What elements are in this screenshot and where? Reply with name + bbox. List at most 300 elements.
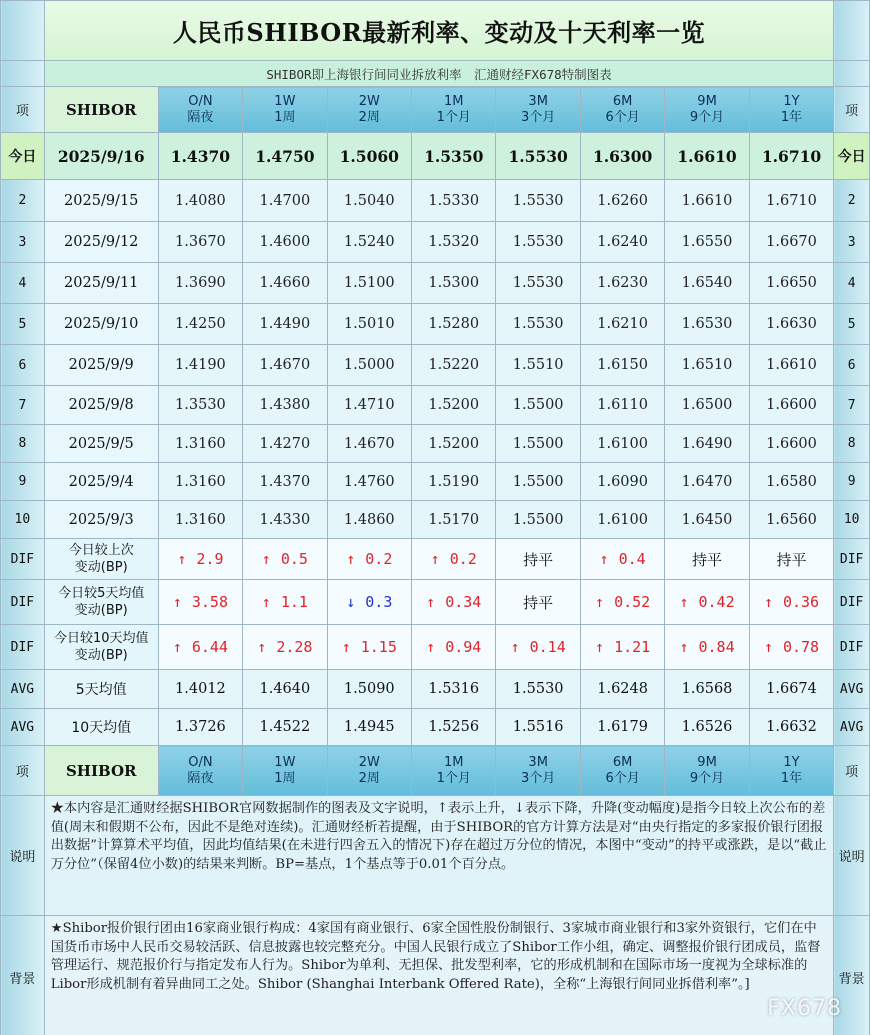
row-number: 3 <box>834 222 870 263</box>
history-rate: 1.4760 <box>327 463 411 501</box>
row-number: 4 <box>834 263 870 304</box>
dif-side-left: DIF <box>1 539 45 580</box>
history-rate: 1.3160 <box>158 425 242 463</box>
dif-number: 0.84 <box>698 638 735 656</box>
dif-value <box>158 580 242 625</box>
row-number: 5 <box>834 304 870 345</box>
arrow-up-icon: ↑ <box>426 593 436 611</box>
history-rate: 1.6540 <box>665 263 749 304</box>
avg-value: 1.6674 <box>749 670 834 709</box>
term-code: 1Y <box>783 93 800 109</box>
avg-value: 1.6526 <box>665 709 749 746</box>
history-rate: 1.5220 <box>412 345 496 386</box>
dif-label-line2: 变动(BP) <box>74 560 128 575</box>
history-rate: 1.6560 <box>749 501 834 539</box>
history-date: 2025/9/3 <box>44 501 158 539</box>
history-date: 2025/9/8 <box>44 386 158 425</box>
avg-value: 1.5516 <box>496 709 580 746</box>
term-cn: 1个月 <box>436 770 471 786</box>
term-header <box>665 746 749 796</box>
history-row <box>1 304 870 345</box>
history-rate: 1.6710 <box>749 180 834 222</box>
dif-number: 持平 <box>692 550 723 569</box>
history-rate: 1.4670 <box>243 345 327 386</box>
note-row <box>1 796 870 916</box>
today-rate: 1.5060 <box>327 133 411 180</box>
history-rate: 1.6450 <box>665 501 749 539</box>
row-number: 5 <box>1 304 45 345</box>
dif-number: 0.42 <box>698 593 735 611</box>
dif-number: 1.15 <box>360 638 397 656</box>
history-rate: 1.5330 <box>412 180 496 222</box>
avg-side-left: AVG <box>1 670 45 709</box>
term-cn: 1年 <box>780 109 803 125</box>
avg-value: 1.5090 <box>327 670 411 709</box>
history-rate: 1.5100 <box>327 263 411 304</box>
dif-value <box>412 580 496 625</box>
dif-row <box>1 580 870 625</box>
dif-number: 0.14 <box>529 638 566 656</box>
history-date: 2025/9/4 <box>44 463 158 501</box>
term-header <box>496 746 580 796</box>
avg-label: 10天均值 <box>44 709 158 746</box>
history-rate: 1.6260 <box>580 180 664 222</box>
today-rate: 1.6610 <box>665 133 749 180</box>
history-row <box>1 386 870 425</box>
term-code: 6M <box>612 754 633 770</box>
header-row-top <box>1 87 870 133</box>
avg-row <box>1 709 870 746</box>
today-rate: 1.5350 <box>412 133 496 180</box>
dif-number: 6.44 <box>191 638 228 656</box>
term-code: 1M <box>443 754 464 770</box>
avg-value: 1.5316 <box>412 670 496 709</box>
history-rate: 1.4660 <box>243 263 327 304</box>
header-side-left: 项 <box>1 87 45 133</box>
history-rate: 1.4080 <box>158 180 242 222</box>
dif-value <box>412 539 496 580</box>
row-number: 8 <box>1 425 45 463</box>
arrow-up-icon: ↑ <box>599 550 609 568</box>
term-cn: 3个月 <box>521 109 556 125</box>
dif-side-right: DIF <box>834 580 870 625</box>
history-rate: 1.5190 <box>412 463 496 501</box>
avg-side-left: AVG <box>1 709 45 746</box>
term-header <box>158 87 242 133</box>
term-header <box>327 746 411 796</box>
term-code: O/N <box>188 754 213 770</box>
history-rate: 1.4710 <box>327 386 411 425</box>
term-code: 1Y <box>783 754 800 770</box>
header-side-left: 项 <box>1 746 45 796</box>
background-side-right: 背景 <box>834 916 870 1035</box>
history-rate: 1.3160 <box>158 501 242 539</box>
avg-value: 1.5256 <box>412 709 496 746</box>
dif-side-right: DIF <box>834 625 870 670</box>
avg-value: 1.6248 <box>580 670 664 709</box>
history-rate: 1.5530 <box>496 222 580 263</box>
history-rate: 1.4370 <box>243 463 327 501</box>
background-side-left: 背景 <box>1 916 45 1035</box>
page-subtitle: SHIBOR即上海银行间同业拆放利率 汇通财经FX678特制图表 <box>266 67 612 82</box>
term-cn: 2周 <box>358 770 380 786</box>
shibor-header: SHIBOR <box>44 746 158 796</box>
dif-number: 0.5 <box>280 550 308 568</box>
history-row <box>1 345 870 386</box>
dif-label-line2: 变动(BP) <box>74 648 128 663</box>
dif-value <box>580 539 664 580</box>
dif-side-right: DIF <box>834 539 870 580</box>
row-number: 8 <box>834 425 870 463</box>
term-code: O/N <box>188 93 213 109</box>
history-rate: 1.4330 <box>243 501 327 539</box>
avg-rows <box>1 670 870 746</box>
dif-side-left: DIF <box>1 580 45 625</box>
history-row <box>1 180 870 222</box>
dif-number: 持平 <box>523 593 554 612</box>
history-rate: 1.5200 <box>412 425 496 463</box>
term-code: 1W <box>274 93 296 109</box>
term-code: 3M <box>528 754 548 770</box>
arrow-up-icon: ↑ <box>430 550 440 568</box>
history-rate: 1.5320 <box>412 222 496 263</box>
history-rate: 1.6550 <box>665 222 749 263</box>
dif-number: 0.3 <box>365 593 393 611</box>
history-rate: 1.6230 <box>580 263 664 304</box>
dif-number: 持平 <box>523 550 554 569</box>
dif-value <box>327 580 411 625</box>
term-code: 1M <box>443 93 464 109</box>
history-rate: 1.5500 <box>496 463 580 501</box>
history-rate: 1.3690 <box>158 263 242 304</box>
dif-number: 0.52 <box>614 593 651 611</box>
dif-value <box>158 539 242 580</box>
history-rate: 1.6610 <box>749 345 834 386</box>
row-number: 4 <box>1 263 45 304</box>
term-header <box>665 87 749 133</box>
history-rate: 1.6110 <box>580 386 664 425</box>
term-code: 2W <box>358 754 380 770</box>
arrow-up-icon: ↑ <box>679 638 689 656</box>
arrow-up-icon: ↑ <box>341 638 351 656</box>
history-rate: 1.4270 <box>243 425 327 463</box>
history-date: 2025/9/12 <box>44 222 158 263</box>
term-cn: 1周 <box>274 770 296 786</box>
row-number: 2 <box>834 180 870 222</box>
arrow-down-icon: ↓ <box>346 593 356 611</box>
arrow-up-icon: ↑ <box>763 638 773 656</box>
today-rate: 1.4750 <box>243 133 327 180</box>
history-rate: 1.5530 <box>496 304 580 345</box>
arrow-up-icon: ↑ <box>679 593 689 611</box>
dif-number: 0.2 <box>365 550 393 568</box>
history-rate: 1.5530 <box>496 180 580 222</box>
background-text: ★Shibor报价银行团由16家商业银行构成：4家国有商业银行、6家全国性股份制银行、3家城市商业银行和3家外资银行，它们在中国货币市场中人民币交易较活跃、信息披露也较完整充分。中国人民银行成立了Shibor工作小组，确定、调整报价银行团成员，监督管理运行、规范报价行与指定发布人行为。Shibor为单利、无担保、批发型利率，它的形成机制和在国际市场一度视为全球标准的Libor形成机制有着异曲同工之处。Shibor (Shanghai Interbank Offered Rate)，全称“上海银行间同业拆借利率”。] <box>44 916 834 1035</box>
term-cn: 1周 <box>274 109 296 125</box>
avg-value: 1.6632 <box>749 709 834 746</box>
history-date: 2025/9/10 <box>44 304 158 345</box>
term-header <box>749 746 834 796</box>
row-number: 7 <box>1 386 45 425</box>
today-row <box>1 133 870 180</box>
avg-value: 1.4945 <box>327 709 411 746</box>
history-rate: 1.5300 <box>412 263 496 304</box>
avg-value: 1.3726 <box>158 709 242 746</box>
history-rate: 1.4700 <box>243 180 327 222</box>
dif-number: 1.21 <box>614 638 651 656</box>
arrow-up-icon: ↑ <box>346 550 356 568</box>
avg-value: 1.5530 <box>496 670 580 709</box>
term-code: 2W <box>358 93 380 109</box>
dif-number: 2.28 <box>276 638 313 656</box>
term-header <box>158 746 242 796</box>
dif-value <box>243 625 327 670</box>
history-rate: 1.5010 <box>327 304 411 345</box>
history-rate: 1.5510 <box>496 345 580 386</box>
term-cn: 1年 <box>780 770 803 786</box>
term-header <box>749 87 834 133</box>
term-cn: 3个月 <box>521 770 556 786</box>
dif-value <box>749 580 834 625</box>
title-cell <box>44 1 834 61</box>
term-header <box>412 87 496 133</box>
dif-label-line1: 今日较上次 <box>68 543 134 558</box>
term-code: 3M <box>528 93 548 109</box>
term-header <box>580 746 664 796</box>
dif-value <box>243 539 327 580</box>
history-rows <box>1 180 870 539</box>
term-cn: 隔夜 <box>187 770 214 786</box>
term-cn: 6个月 <box>605 109 640 125</box>
dif-label-line2: 变动(BP) <box>74 603 128 618</box>
today-rate: 1.5530 <box>496 133 580 180</box>
term-header <box>580 87 664 133</box>
page-title: 人民币SHIBOR最新利率、变动及十天利率一览 <box>172 18 706 47</box>
corner-left <box>1 61 45 87</box>
arrow-up-icon: ↑ <box>595 593 605 611</box>
history-rate: 1.6610 <box>665 180 749 222</box>
background-row <box>1 916 870 1035</box>
history-rate: 1.5500 <box>496 386 580 425</box>
term-code: 6M <box>612 93 633 109</box>
history-row <box>1 501 870 539</box>
dif-side-left: DIF <box>1 625 45 670</box>
history-rate: 1.6490 <box>665 425 749 463</box>
history-rate: 1.3530 <box>158 386 242 425</box>
today-rate: 1.6710 <box>749 133 834 180</box>
avg-row <box>1 670 870 709</box>
dif-value <box>243 580 327 625</box>
history-row <box>1 263 870 304</box>
avg-label: 5天均值 <box>44 670 158 709</box>
note-side-left: 说明 <box>1 796 45 916</box>
avg-value: 1.4522 <box>243 709 327 746</box>
arrow-up-icon: ↑ <box>177 550 187 568</box>
history-rate: 1.5500 <box>496 425 580 463</box>
term-cn: 9个月 <box>689 109 725 125</box>
row-number: 10 <box>1 501 45 539</box>
term-header <box>243 87 327 133</box>
row-number: 6 <box>834 345 870 386</box>
history-rate: 1.5500 <box>496 501 580 539</box>
dif-value <box>665 539 749 580</box>
dif-number: 0.78 <box>782 638 820 656</box>
history-rate: 1.4860 <box>327 501 411 539</box>
term-code: 9M <box>697 754 717 770</box>
dif-row <box>1 539 870 580</box>
today-side-right: 今日 <box>834 133 870 180</box>
watermark-logo: FX678 <box>767 996 842 1021</box>
history-rate: 1.5280 <box>412 304 496 345</box>
avg-side-right: AVG <box>834 709 870 746</box>
term-cn: 1个月 <box>436 109 471 125</box>
history-rate: 1.4670 <box>327 425 411 463</box>
row-number: 7 <box>834 386 870 425</box>
history-rate: 1.4190 <box>158 345 242 386</box>
history-rate: 1.6100 <box>580 425 664 463</box>
dif-value <box>665 580 749 625</box>
subtitle-row <box>1 61 870 87</box>
dif-number: 2.9 <box>196 550 224 568</box>
dif-label-line1: 今日较5天均值 <box>58 586 145 601</box>
subtitle-cell <box>44 61 834 87</box>
term-cn: 9个月 <box>689 770 725 786</box>
note-side-right: 说明 <box>834 796 870 916</box>
history-rate: 1.6630 <box>749 304 834 345</box>
term-header <box>496 87 580 133</box>
history-rate: 1.6090 <box>580 463 664 501</box>
term-cn: 6个月 <box>605 770 640 786</box>
row-number: 6 <box>1 345 45 386</box>
avg-value: 1.6179 <box>580 709 664 746</box>
corner-left <box>1 1 45 61</box>
history-date: 2025/9/9 <box>44 345 158 386</box>
history-rate: 1.3670 <box>158 222 242 263</box>
arrow-up-icon: ↑ <box>595 638 605 656</box>
dif-value <box>327 625 411 670</box>
history-rate: 1.6650 <box>749 263 834 304</box>
history-rate: 1.4380 <box>243 386 327 425</box>
dif-row <box>1 625 870 670</box>
dif-label <box>44 580 158 625</box>
dif-value <box>580 580 664 625</box>
dif-number: 0.94 <box>445 638 482 656</box>
history-rate: 1.6600 <box>749 425 834 463</box>
dif-value <box>496 539 580 580</box>
history-date: 2025/9/15 <box>44 180 158 222</box>
history-rate: 1.6510 <box>665 345 749 386</box>
dif-value <box>496 580 580 625</box>
dif-value <box>158 625 242 670</box>
term-code: 1W <box>274 754 296 770</box>
row-number: 10 <box>834 501 870 539</box>
dif-number: 3.58 <box>191 593 228 611</box>
title-row <box>1 1 870 61</box>
arrow-up-icon: ↑ <box>510 638 520 656</box>
arrow-up-icon: ↑ <box>172 593 182 611</box>
dif-value <box>496 625 580 670</box>
dif-value <box>327 539 411 580</box>
today-rate: 1.6300 <box>580 133 664 180</box>
today-date: 2025/9/16 <box>44 133 158 180</box>
dif-label <box>44 625 158 670</box>
avg-value: 1.6568 <box>665 670 749 709</box>
arrow-up-icon: ↑ <box>172 638 182 656</box>
history-rate: 1.6670 <box>749 222 834 263</box>
arrow-up-icon: ↑ <box>763 593 773 611</box>
dif-number: 持平 <box>776 550 807 569</box>
history-rate: 1.5040 <box>327 180 411 222</box>
history-rate: 1.5000 <box>327 345 411 386</box>
dif-rows <box>1 539 870 670</box>
dif-number: 0.4 <box>618 550 646 568</box>
row-number: 3 <box>1 222 45 263</box>
avg-value: 1.4640 <box>243 670 327 709</box>
header-side-right: 项 <box>834 87 870 133</box>
row-number: 9 <box>1 463 45 501</box>
avg-value: 1.4012 <box>158 670 242 709</box>
arrow-up-icon: ↑ <box>261 550 271 568</box>
header-row-bottom <box>1 746 870 796</box>
avg-side-right: AVG <box>834 670 870 709</box>
today-rate: 1.4370 <box>158 133 242 180</box>
today-side-left: 今日 <box>1 133 45 180</box>
history-rate: 1.6240 <box>580 222 664 263</box>
dif-number: 1.1 <box>280 593 308 611</box>
history-rate: 1.6210 <box>580 304 664 345</box>
corner-right <box>834 1 870 61</box>
dif-number: 0.36 <box>782 593 820 611</box>
history-rate: 1.5200 <box>412 386 496 425</box>
history-rate: 1.6600 <box>749 386 834 425</box>
history-rate: 1.6150 <box>580 345 664 386</box>
term-code: 9M <box>697 93 717 109</box>
term-cn: 2周 <box>358 109 380 125</box>
dif-label <box>44 539 158 580</box>
arrow-up-icon: ↑ <box>261 593 271 611</box>
dif-value <box>580 625 664 670</box>
history-date: 2025/9/5 <box>44 425 158 463</box>
history-rate: 1.6100 <box>580 501 664 539</box>
row-number: 9 <box>834 463 870 501</box>
history-rate: 1.3160 <box>158 463 242 501</box>
history-row <box>1 222 870 263</box>
history-rate: 1.6470 <box>665 463 749 501</box>
term-header <box>412 746 496 796</box>
history-rate: 1.4490 <box>243 304 327 345</box>
arrow-up-icon: ↑ <box>257 638 267 656</box>
arrow-up-icon: ↑ <box>426 638 436 656</box>
corner-right <box>834 61 870 87</box>
history-rate: 1.5530 <box>496 263 580 304</box>
history-date: 2025/9/11 <box>44 263 158 304</box>
dif-value <box>665 625 749 670</box>
term-header <box>243 746 327 796</box>
shibor-header: SHIBOR <box>44 87 158 133</box>
header-side-right: 项 <box>834 746 870 796</box>
history-rate: 1.4600 <box>243 222 327 263</box>
note-text: ★本内容是汇通财经据SHIBOR官网数据制作的图表及文字说明，↑表示上升，↓表示下降，升降(变动幅度)是指今日较上次公布的差值(周末和假期不公布，因此不是绝对连续)。汇通财经析若提醒，由于SHIBOR的官方计算方法是对“由央行指定的多家报价银行团报出数据”计算算术平均值，因此均值结果(在未进行四舍五入的情况下)存在超过万分位的情况，本图中“变动”的持平或涨跌，是以“截止万分位”（保留4位小数)的结果来判断。BP=基点，1个基点等于0.01个百分点。 <box>44 796 834 916</box>
history-rate: 1.6500 <box>665 386 749 425</box>
history-rate: 1.6530 <box>665 304 749 345</box>
history-rate: 1.4250 <box>158 304 242 345</box>
dif-value <box>749 625 834 670</box>
history-rate: 1.5240 <box>327 222 411 263</box>
history-row <box>1 463 870 501</box>
row-number: 2 <box>1 180 45 222</box>
dif-value <box>412 625 496 670</box>
history-rate: 1.6580 <box>749 463 834 501</box>
